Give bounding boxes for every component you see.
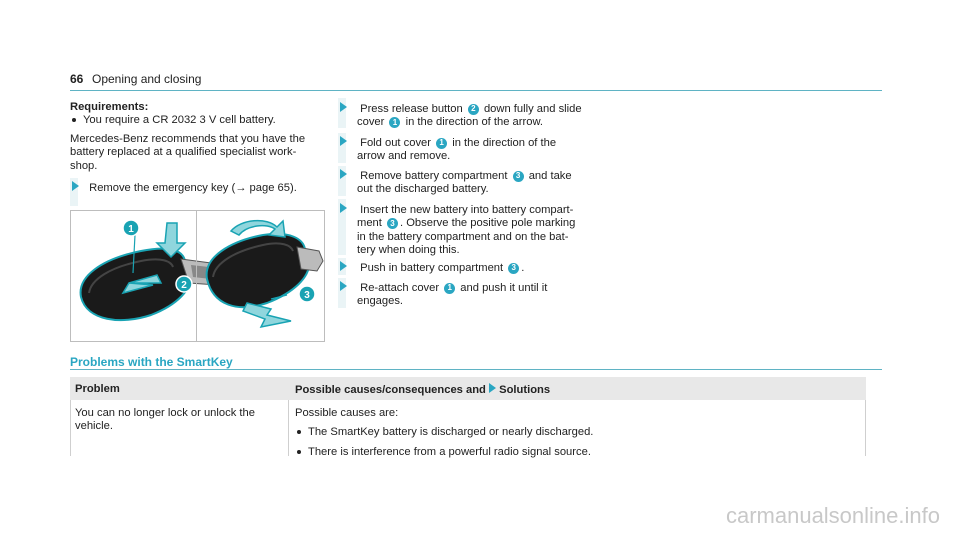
step-insert-battery: Insert the new battery into battery compart- ment 3 . Observe the positive pole marking in the battery compartment and on the bat- tery when doing this. — [340, 203, 575, 257]
callout-2-badge: 2 — [468, 104, 479, 115]
step-reattach: Re-attach cover 1 and push it until it engages. — [340, 281, 547, 309]
col-problem-header: Problem — [75, 383, 120, 395]
callout-3-badge: 3 — [508, 263, 519, 274]
page-link[interactable]: page 65). — [246, 182, 297, 194]
key-left-illustration — [81, 223, 223, 320]
step-arrow-icon — [340, 281, 347, 291]
table-right-border — [865, 400, 866, 456]
step-arrow-icon — [340, 136, 347, 146]
callout-1-label: 1 — [128, 224, 134, 235]
step-press-release: Press release button 2 down fully and slide cover 1 in the direction of the arrow. — [340, 102, 582, 130]
step-remove-compartment: Remove battery compartment 3 and take out the discharged battery. — [340, 169, 572, 197]
callout-1-badge: 1 — [444, 283, 455, 294]
step-push-in: Push in battery compartment 3 . — [340, 261, 524, 275]
requirement-item: You require a CR 2032 3 V cell battery. — [72, 114, 276, 127]
table-row-problem: You can no longer lock or unlock the vehicle. — [75, 407, 255, 433]
callout-3-label: 3 — [304, 290, 310, 301]
step-arrow-icon — [72, 181, 79, 191]
step-arrow-icon — [340, 102, 347, 112]
step-fold-out: Fold out cover 1 in the direction of the arrow and remove. — [340, 136, 556, 164]
step-arrow-icon — [340, 203, 347, 213]
recommendation-text: Mercedes-Benz recommends that you have the battery replaced at a qualified specialist work- shop. — [70, 133, 306, 172]
requirements-label: Requirements: — [70, 101, 149, 113]
chapter-title: Opening and closing — [92, 72, 202, 86]
figure-divider — [196, 210, 197, 341]
step-arrow-icon — [340, 169, 347, 179]
header-rule — [70, 90, 882, 91]
section-title: Problems with the SmartKey — [70, 355, 233, 369]
table-row-causes: Possible causes are: The SmartKey battery is discharged or nearly discharged. There is interference from a powerful radio signal source. — [295, 407, 594, 458]
key-right-illustration — [207, 221, 323, 327]
callout-2-label: 2 — [181, 280, 187, 291]
col-causes-header: Possible causes/consequences and Solutions — [295, 384, 551, 396]
callout-3-badge: 3 — [513, 171, 524, 182]
table-left-border — [70, 400, 71, 456]
bullet-icon — [297, 450, 301, 454]
bullet-icon — [72, 118, 76, 122]
section-rule — [70, 369, 882, 370]
watermark: carmanualsonline.info — [725, 503, 940, 528]
step-remove-key: Remove the emergency key (→ page 65). — [72, 181, 297, 195]
key-illustration — [71, 211, 324, 341]
solution-arrow-icon — [489, 383, 496, 393]
table-col-divider — [288, 400, 289, 456]
key-battery-figure — [70, 210, 325, 342]
callout-3-badge: 3 — [387, 218, 398, 229]
step-arrow-icon — [340, 261, 347, 271]
callout-1-badge: 1 — [389, 117, 400, 128]
page-number: 66 — [70, 72, 84, 86]
bullet-icon — [297, 430, 301, 434]
callout-1-badge: 1 — [436, 138, 447, 149]
